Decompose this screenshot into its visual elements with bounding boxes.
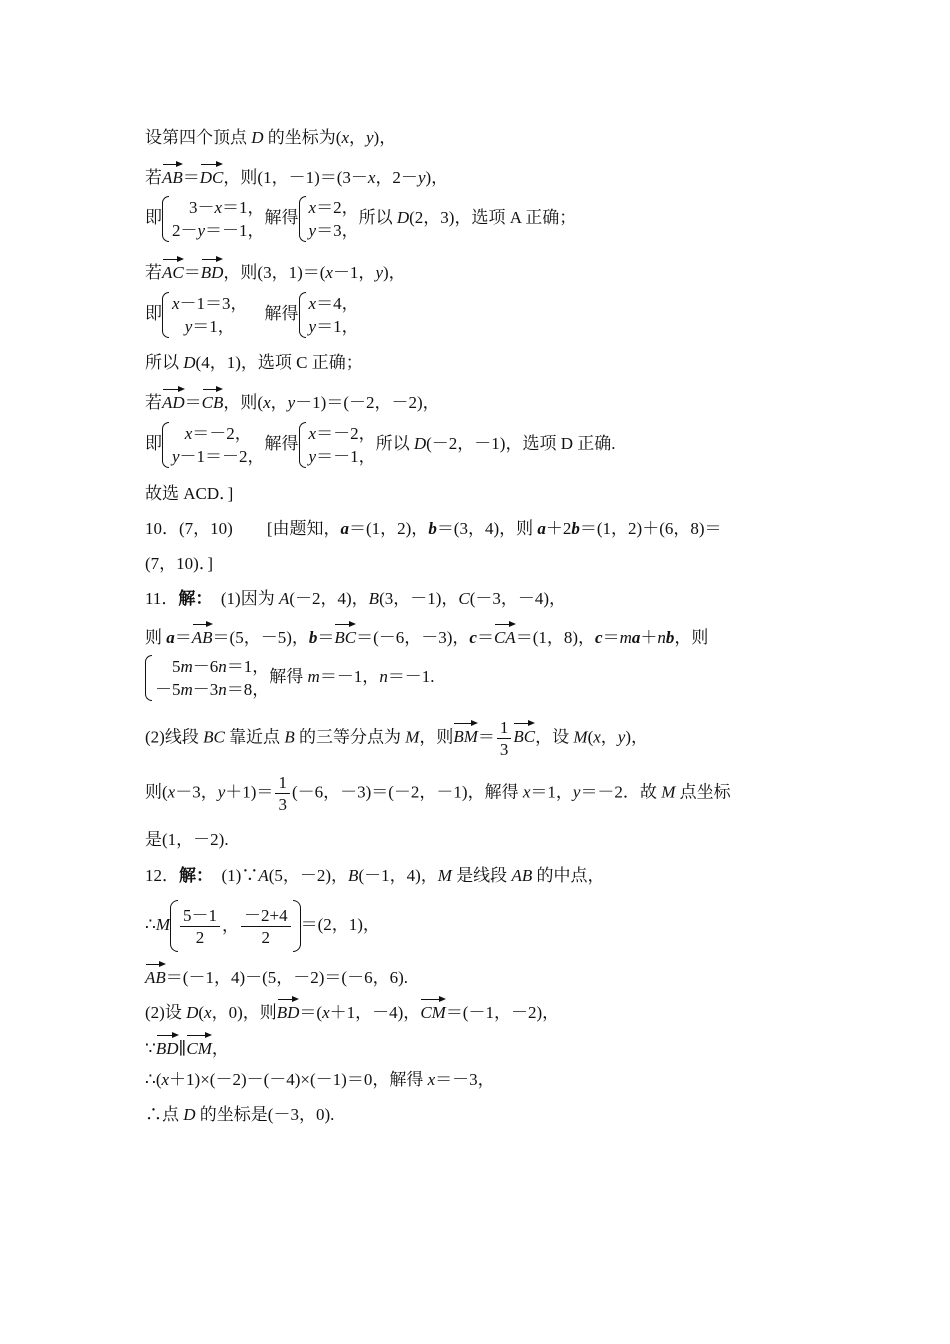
line-11: 11．解： (1)因为 A(－2，4)，B(3，－1)，C(－3，－4)， [145,589,567,608]
line-22: ∴点 D 的坐标是(－3，0). [145,1105,335,1124]
line-5: 即 x－1＝3， y＝1， 解得 x＝4， y＝1， [145,294,359,336]
line-7: 若AD＝CB，则(x，y－1)＝(－2，－2)， [145,386,440,415]
line-15b: 是(1，－2). [145,830,229,849]
line-21: ∴(x＋1)×(－2)－(－4)×(－1)＝0，解得 x＝－3， [145,1070,495,1089]
line-13: 5m－6n＝1， －5m－3n＝8， 解得 m＝－1，n＝－1. [145,655,435,701]
line-2: 若AB＝DC，则(1，－1)＝(3－x，2－y)， [145,161,448,190]
line-12: 则 a＝AB＝(5，－5)，b＝BC＝(－6，－3)，c＝CA＝(1，8)，c＝ma＋nb，则 [145,621,708,650]
line-6: 所以 D(4，1)，选项 C 正确； [145,353,363,372]
line-18: AB＝(－1，4)－(5，－2)＝(－6，6). [145,961,408,990]
line-10b: (7，10)．] [145,554,213,573]
line-15a: 则(x－3，y＋1)＝ $\frac{1}{3}$ (－6，－3)＝(－2，－1)，解得 x＝1，y＝－2．故 M 点坐标 [145,773,731,814]
line-8: 即 x＝－2， y－1＝－2， 解得 x＝－2， y＝－1， 所以 D(－2，－1)，选项 D 正确. [145,424,616,466]
line-4: 若AC＝BD，则(3，1)＝(x－1，y)， [145,256,406,285]
line-9: 故选 ACD．] [145,484,234,503]
line-10a: 10．(7，10) [由题知，a＝(1，2)，b＝(3，4)，则 a＋2b＝(1，2)＋(6，8)＝ [145,519,722,538]
line-16: 12．解： (1)∵A(5，－2)，B(－1，4)，M 是线段 AB 的中点， [145,866,605,885]
line-20: ∵BD∥CM， [145,1032,229,1061]
line-3: 即 3－x＝1， 2－y＝－1， 解得 x＝2， y＝3， 所以 D(2，3)，选项 A 正确； [145,198,577,240]
line-1: 设第四个顶点 D 的坐标为(x，y)， [145,128,397,147]
line-14: (2)线段 BC 靠近点 B 的三等分点为 M，则BM＝ $\frac{1}{3}$ BC，设 M(x，y)， [145,718,649,759]
line-19: (2)设 D(x，0)，则BD＝(x＋1，－4)，CM＝(－1，－2)， [145,996,559,1025]
line-17: ∴M $\frac{5-1}{2}$ ， $\frac{-2+4}{2}$ ＝(2，1)， [145,900,380,952]
